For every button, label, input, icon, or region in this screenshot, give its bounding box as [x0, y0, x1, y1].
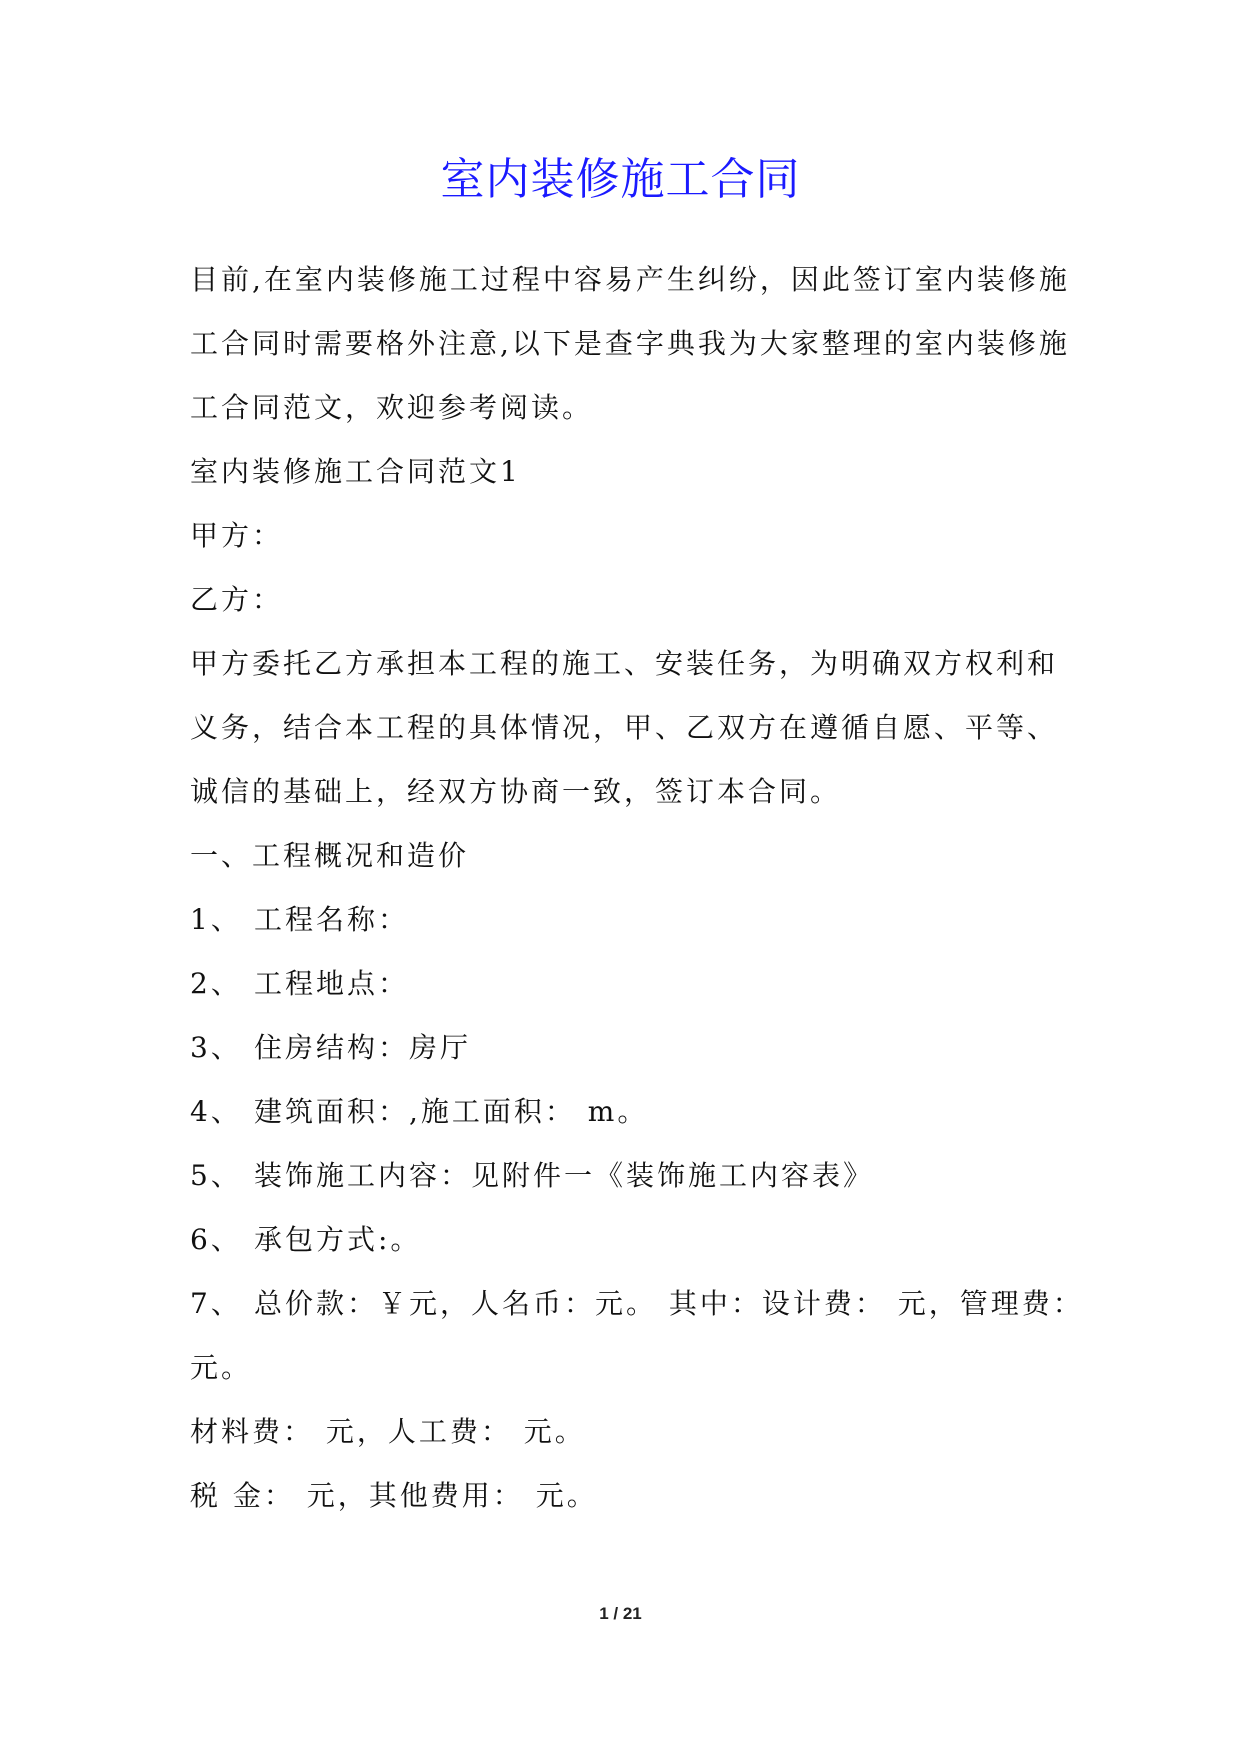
list-item [190, 1144, 1070, 1208]
document-title: 室内装修施工合同 [440, 154, 801, 205]
list-item [190, 1272, 1084, 1336]
item-7-continuation: 元。 [190, 1351, 253, 1384]
page-number: 1 / 21 [599, 1604, 642, 1623]
list-item-number: 7、 [190, 1287, 242, 1320]
tax-cost-line: 税 金： 元，其他费用： 元。 [190, 1479, 598, 1512]
section-heading-1: 一、工程概况和造价 [190, 839, 470, 872]
party-b-line: 乙方： [190, 583, 284, 616]
list-item-number: 3、 [190, 1031, 242, 1064]
list-item [190, 1080, 1070, 1144]
list-item-text: 总价款：￥元，人名币：元。 其中：设计费： 元，管理费： [254, 1287, 1084, 1320]
list-item [190, 888, 1070, 952]
party-a-line: 甲方： [190, 519, 284, 552]
list-item-text: 建筑面积：,施工面积： m。 [254, 1095, 649, 1128]
list-item-text: 工程地点： [254, 967, 410, 1000]
list-item-text: 住房结构：房厅 [254, 1031, 472, 1064]
list-item [190, 1208, 1070, 1272]
list-item-text: 工程名称： [254, 903, 410, 936]
list-item [190, 1016, 1070, 1080]
list-item-number: 1、 [190, 903, 242, 936]
list-item-number: 6、 [190, 1223, 242, 1256]
list-item-number: 2、 [190, 967, 242, 1000]
sample-heading: 室内装修施工合同范文1 [190, 455, 521, 488]
list-item [190, 952, 1070, 1016]
list-item-number: 5、 [190, 1159, 242, 1192]
document-body [190, 248, 1084, 1528]
intro-paragraph: 目前,在室内装修施工过程中容易产生纠纷，因此签订室内装修施工合同时需要格外注意,以下是查字典我为大家整理的室内装修施工合同范文，欢迎参考阅读。 [190, 263, 1070, 424]
preamble-paragraph: 甲方委托乙方承担本工程的施工、安装任务，为明确双方权利和义务，结合本工程的具体情况，甲、乙双方在遵循自愿、平等、诚信的基础上，经双方协商一致，签订本合同。 [190, 647, 1059, 808]
list-item-text: 承包方式:。 [254, 1223, 422, 1256]
list-item-text: 装饰施工内容：见附件一《装饰施工内容表》 [254, 1159, 875, 1192]
material-cost-line: 材料费： 元，人工费： 元。 [190, 1415, 586, 1448]
list-item-number: 4、 [190, 1095, 242, 1128]
